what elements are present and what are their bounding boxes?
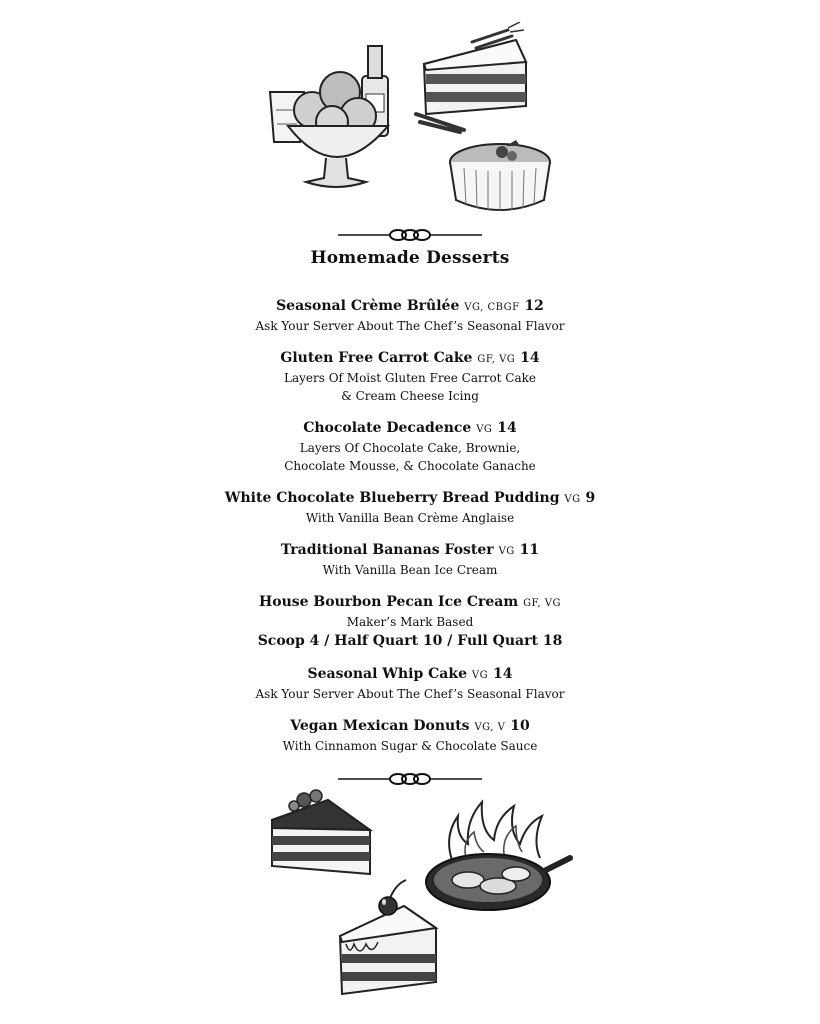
item-price: 14 [492, 666, 513, 682]
menu-item [0, 665, 820, 703]
cherry-cake-slice-illustration [336, 876, 444, 998]
item-price: 14 [520, 350, 540, 366]
item-name: Traditional Bananas Foster [280, 542, 494, 558]
bananas-foster-pan-illustration [422, 796, 574, 926]
item-name: House Bourbon Pecan Ice Cream [259, 594, 519, 610]
item-size-pricing: Scoop 4 / Half Quart 10 / Full Quart 18 [257, 633, 563, 649]
ornamental-divider-bottom [338, 772, 482, 786]
item-tags: VG [564, 494, 581, 505]
item-price: 11 [519, 542, 540, 558]
item-description: With Cinnamon Sugar & Chocolate Sauce [282, 739, 538, 753]
menu-title: Homemade Desserts [310, 248, 510, 268]
item-tags: VG [476, 424, 493, 435]
item-tags: GF, VG [523, 598, 561, 609]
item-tags: VG [471, 670, 489, 681]
menu-item [0, 349, 820, 405]
ornamental-divider-top [338, 228, 482, 242]
menu-item [0, 419, 820, 475]
item-description: Layers Of Moist Gluten Free Carrot Cake [283, 371, 537, 385]
dessert-list [0, 297, 820, 769]
item-price: 14 [497, 420, 517, 436]
item-name: Chocolate Decadence [303, 420, 472, 436]
item-description: Layers Of Chocolate Cake, Brownie, [299, 441, 521, 455]
item-description: & Cream Cheese Icing [341, 389, 479, 403]
ice-cream-bowl-illustration [262, 40, 402, 196]
item-description: With Vanilla Bean Crème Anglaise [305, 511, 515, 525]
menu-item [0, 593, 820, 651]
item-description: With Vanilla Bean Ice Cream [322, 563, 498, 577]
carrot-cake-slice-illustration [412, 22, 536, 134]
item-name: Gluten Free Carrot Cake [280, 350, 473, 366]
item-description: Maker’s Mark Based [346, 615, 474, 629]
item-tags: VG, V [474, 722, 506, 733]
item-price: 9 [585, 490, 596, 506]
item-price: 10 [510, 718, 530, 734]
item-tags: VG [498, 546, 515, 557]
item-name: White Chocolate Blueberry Bread Pudding [224, 490, 560, 506]
menu-item [0, 297, 820, 335]
item-tags: GF, VG [477, 354, 516, 365]
item-description: Ask Your Server About The Chef’s Seasonal Flavor [255, 687, 565, 701]
item-description: Ask Your Server About The Chef’s Seasonal Flavor [255, 319, 565, 333]
item-description: Chocolate Mousse, & Chocolate Ganache [284, 459, 536, 473]
menu-item [0, 489, 820, 527]
menu-item [0, 717, 820, 755]
layer-cake-slice-illustration [266, 786, 376, 882]
item-name: Vegan Mexican Donuts [290, 718, 470, 734]
item-tags: VG, CBGF [464, 302, 520, 313]
item-name: Seasonal Whip Cake [307, 666, 467, 682]
item-name: Seasonal Crème Brûlée [276, 298, 460, 314]
creme-brulee-ramekin-illustration [446, 136, 554, 218]
menu-item [0, 541, 820, 579]
item-price: 12 [524, 298, 544, 314]
